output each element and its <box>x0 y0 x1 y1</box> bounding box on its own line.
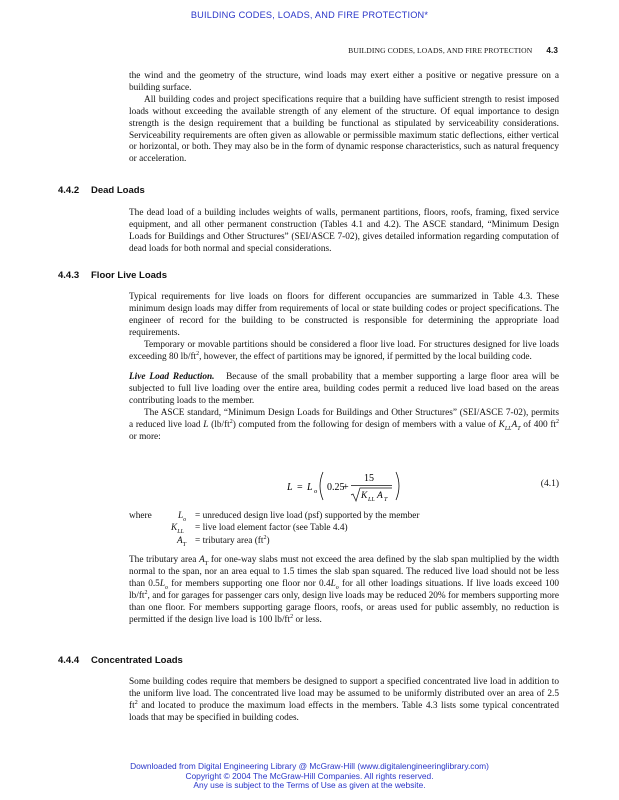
running-head-title: BUILDING CODES, LOADS, AND FIRE PROTECTION <box>348 46 533 55</box>
footer <box>0 762 619 791</box>
section-heading-dead-loads <box>58 185 145 196</box>
floor-live-loads-text <box>129 292 559 444</box>
intro-text <box>129 71 559 166</box>
footer-copyright: Copyright © 2004 The McGraw-Hill Companies. All rights reserved. <box>185 770 434 781</box>
where-label: where <box>129 511 152 521</box>
section-heading-floor-live-loads <box>58 270 167 281</box>
equation-4-1 <box>129 466 559 506</box>
section-number: 4.4.2 <box>58 185 80 196</box>
paragraph: The ASCE standard, “Minimum Design Loads for Buildings and Other Structures” (SEI/ASCE 7-02), permits a reduced live load L $(lb/ft^2)$ computed from the following for design of members with a value of $K_{LL}A_T$ of 400 $ft^2$ or more: <box>129 408 560 442</box>
top-banner: BUILDING CODES, LOADS, AND FIRE PROTECTION* <box>190 10 429 20</box>
paragraph: The dead load of a building includes weights of walls, permanent partitions, floors, roofs, framing, fixed service equipment, and all other permanent construction (Tables 4.1 and 4.2). The ASCE standard, “Minimum Design Loads for Buildings and Other Structures” (SEI/ASCE 7-02), gives detailed information regarding computation of dead loads for both normal and special considerations. <box>129 208 559 254</box>
concentrated-loads-text <box>129 677 559 725</box>
left-paren <box>320 472 323 500</box>
svg-text:=: = <box>297 482 303 493</box>
footer-terms: Any use is subject to the Terms of Use as given at the website. <box>193 780 426 791</box>
section-number: 4.4.3 <box>58 270 80 281</box>
paragraph: All building codes and project specifications require that a building have sufficient strength to resist imposed loads without exceeding the available strength of any element of the structure. Of equal importance to design strength is the design requirement that a building be functional as stipulated by serviceability considerations. Serviceability requirements are often given as allowable or permissible maximum static deflections, either vertical or horizontal, or both. They may also be in the form of dynamic response characteristics, such as natural frequency or acceleration. <box>129 94 559 165</box>
paragraph: Live Load Reduction. Because of the small probability that a member supporting a large floor area will be subjected to full live loading over the entire area, building codes permit a reduced live load based on the areas contributing loads to the member. <box>129 372 559 407</box>
equation-lo: L <box>307 482 313 493</box>
equation-lhs: L <box>287 482 293 493</box>
run-in-heading: Live Load Reduction. <box>129 372 215 383</box>
section-title: Floor Live Loads <box>91 270 168 281</box>
section-number: 4.4.4 <box>58 655 80 666</box>
section-heading-concentrated-loads <box>58 655 183 666</box>
equation-graphic <box>287 466 487 506</box>
right-paren <box>396 472 399 500</box>
svg-text:T: T <box>384 497 388 503</box>
tributary-area-text <box>129 555 559 626</box>
equation-number: (4.1) <box>540 479 559 489</box>
paragraph: Temporary or movable partitions should be considered a floor live load. For structures designed for live loads exceeding 80 $lb/ft^2$, however, the effect of partitions may be ignored, if permitted by the local building code. <box>129 339 559 362</box>
svg-text:LL: LL <box>368 497 375 503</box>
running-head <box>348 46 558 55</box>
svg-text:o: o <box>314 488 318 495</box>
page-number: 4.3 <box>546 46 558 55</box>
svg-text:A: A <box>377 491 383 501</box>
svg-text:K: K <box>361 491 368 501</box>
footer-download-link[interactable]: Downloaded from Digital Engineering Library @ McGraw-Hill (www.digitalengineeringlibrary.com) <box>130 761 489 771</box>
section-title: Dead Loads <box>91 185 145 196</box>
paragraph: The tributary area $A_T$ for one-way slabs must not exceed the area defined by the slab span multiplied by the width normal to the span, nor an area equal to 1.5 times the slab span squared. The reduced live load should not be less than $0.5L_o$ for members supporting one floor nor $0.4L_o$ for all other loadings situations. If live loads exceed 100 $lb/ft^2$, and for garages for passenger cars only, design live loads may be reduced 20% for members supporting more than one floor. For members supporting garage floors, roofs, or areas used for public assembly, no reduction is permitted if the design live load is 100 $lb/ft^2$ or less. <box>129 555 559 625</box>
section-title: Concentrated Loads <box>91 655 183 666</box>
dead-loads-text <box>129 208 559 256</box>
equation-numerator: 15 <box>364 473 374 484</box>
equation-constant: 0.25 <box>327 482 345 493</box>
paragraph: Typical requirements for live loads on floors for different occupancies are summarized in Table 4.3. These minimum design loads may differ from requirements of local or state building codes or project specifications. The engineer of record for the building to be constructed is responsible for determining the appropriate load requirements. <box>129 292 559 338</box>
paragraph: Some building codes require that members be designed to support a specified concentrated live load in addition to the uniform live load. The concentrated live load may be assumed to be uniformly distributed over an area of 2.5 $ft^2$ and located to produce the maximum load effects in the members. Table 4.3 lists some typical concentrated loads that may be specified in building codes. <box>129 677 560 723</box>
svg-text:+: + <box>343 482 349 493</box>
paragraph: the wind and the geometry of the structure, wind loads may exert either a positive or negative pressure on a building surface. <box>129 71 559 93</box>
